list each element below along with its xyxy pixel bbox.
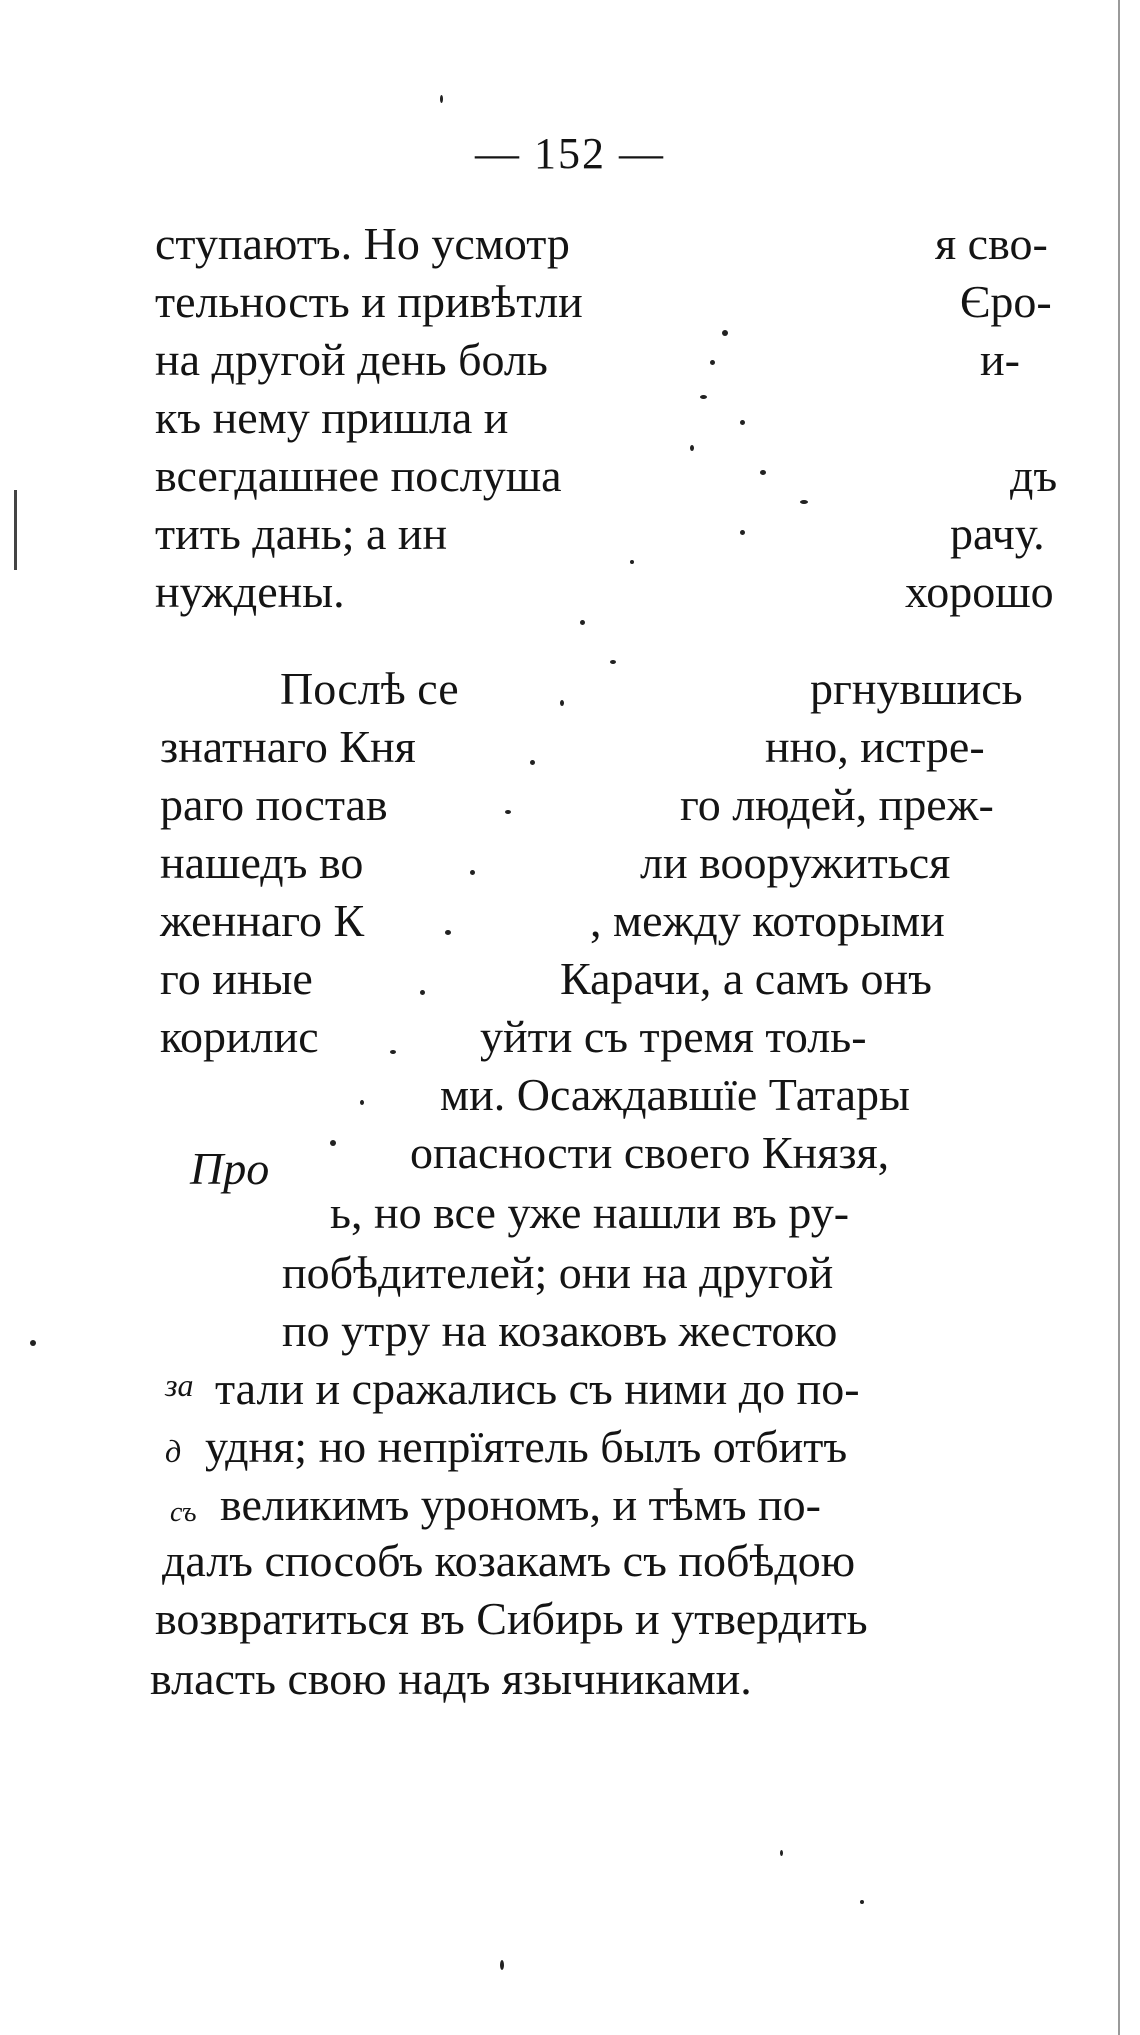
text-line-italic: д <box>165 1433 182 1469</box>
text-line: власть свою надъ язычниками. <box>150 1653 752 1704</box>
text-fragment: го людей, преж- <box>680 779 994 830</box>
text-line: женнаго К <box>160 895 365 946</box>
text-line: нуждены. <box>155 566 345 617</box>
text-fragment: и- <box>980 334 1020 385</box>
text-line-italic: за <box>165 1367 194 1403</box>
text-fragment: удня; но непрїятель былъ отбитъ <box>205 1421 848 1472</box>
text-fragment: ргнувшись <box>810 663 1023 714</box>
text-fragment: опасности своего Князя, <box>410 1127 890 1178</box>
text-fragment: ми. Осаждавшїе Татары <box>440 1069 910 1120</box>
text-line: по утру на козаковъ жестоко <box>282 1305 838 1356</box>
text-line: побѣдителей; они на другой <box>282 1247 834 1298</box>
text-line: возвратиться въ Сибирь и утвердить <box>155 1593 868 1644</box>
text-line-italic: Про <box>190 1143 270 1194</box>
page-number: — 152 — <box>475 129 665 178</box>
text-fragment: рачу. <box>950 508 1045 559</box>
text-fragment: я сво- <box>935 218 1048 269</box>
text-line: корилис <box>160 1011 319 1062</box>
text-fragment: Карачи, а самъ онъ <box>560 953 932 1004</box>
text-line: тить дань; а ин <box>155 508 448 559</box>
text-line: ступаютъ. Но усмотр <box>155 218 570 269</box>
text-line: всегдашнее послуша <box>155 450 562 501</box>
text-line: тельность и привѣтли <box>155 276 583 327</box>
text-fragment: уйти съ тремя толь- <box>480 1011 867 1062</box>
text-line: знатнаго Кня <box>160 721 416 772</box>
text-line-italic: съ <box>170 1497 197 1528</box>
text-fragment: ли вооружиться <box>640 837 951 888</box>
text-fragment: великимъ урономъ, и тѣмъ по- <box>220 1479 821 1530</box>
text-fragment: хорошо <box>905 566 1054 617</box>
text-line: къ нему пришла и <box>155 392 509 443</box>
text-line: далъ способъ козакамъ съ побѣдою <box>162 1535 856 1586</box>
text-fragment: Єро- <box>960 276 1052 327</box>
text-fragment: нно, истре- <box>765 721 985 772</box>
text-fragment: дъ <box>1010 450 1058 501</box>
text-line: Послѣ се <box>280 663 459 714</box>
text-line: нашедъ во <box>160 837 364 888</box>
text-fragment: тали и сражались съ ними до по- <box>215 1363 860 1414</box>
text-fragment: ь, но все уже нашли въ ру- <box>330 1187 850 1238</box>
text-line: го иные <box>160 953 313 1004</box>
text-line: раго постав <box>160 779 388 830</box>
text-fragment: , между которыми <box>590 895 945 946</box>
text-line: на другой день боль <box>155 334 548 385</box>
